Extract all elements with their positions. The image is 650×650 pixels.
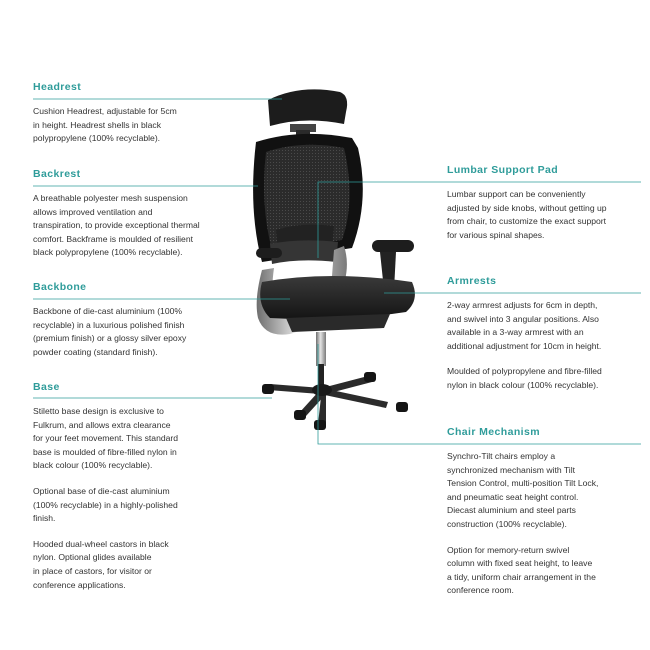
armrests-heading: Armrests bbox=[447, 275, 497, 287]
base-heading: Base bbox=[33, 381, 60, 393]
headrest-section bbox=[33, 81, 263, 146]
lumbar-heading: Lumbar Support Pad bbox=[447, 164, 559, 176]
headrest-heading: Headrest bbox=[33, 81, 82, 93]
base-section bbox=[33, 381, 263, 592]
backrest-heading: Backrest bbox=[33, 168, 81, 180]
headrest-description: Cushion Headrest, adjustable for 5cm in height. Headrest shells in black polypropylene (100% recyclable). bbox=[33, 106, 177, 144]
mechanism-heading: Chair Mechanism bbox=[447, 426, 540, 438]
mechanism-section bbox=[447, 426, 647, 598]
lumbar-section bbox=[447, 164, 647, 242]
lumbar-description: Lumbar support can be conveniently adjusted by side knobs, without getting up from chair, to customize the exact support for various spinal shapes. bbox=[447, 189, 607, 240]
backbone-description: Backbone of die-cast aluminium (100% recyclable) in a luxurious polished finish (premium finish) or a glossy silver epoxy powder coating (standard finish). bbox=[33, 306, 187, 357]
backrest-section bbox=[33, 168, 263, 260]
mechanism-description-2: Option for memory-return swivel column with fixed seat height, to leave a tidy, uniform chair arrangement in the conference room. bbox=[447, 544, 596, 596]
armrests-section bbox=[447, 275, 647, 393]
backbone-section bbox=[33, 281, 263, 359]
backbone-heading: Backbone bbox=[33, 281, 87, 293]
base-description-2: Optional base of die-cast aluminium (100% recyclable) in a highly-polished finish. bbox=[33, 485, 178, 524]
armrests-description-2: Moulded of polypropylene and fibre-filled nylon in black colour (100% recyclable). bbox=[447, 366, 602, 390]
mechanism-description-1: Synchro-Tilt chairs employ a synchronized mechanism with Tilt Tension Control, multi-position Tilt Lock, and pneumatic seat height control. Diecast aluminium and steel parts construction (100% recyclable). bbox=[447, 451, 599, 529]
backrest-description: A breathable polyester mesh suspension allows improved ventilation and transpiration, to provide exceptional thermal comfort. Backframe is moulded of resilient black polypropylene (100% recyclable). bbox=[33, 193, 200, 258]
base-description-3: Hooded dual-wheel castors in black nylon. Optional glides available in place of castors, for visitor or conference applications. bbox=[33, 538, 169, 590]
base-description-1: Stiletto base design is exclusive to Fulkrum, and allows extra clearance for your feet movement. This standard base is moulded of fibre-filled nylon in black colour (100% recyclable). bbox=[33, 406, 179, 471]
armrests-description-1: 2-way armrest adjusts for 6cm in depth, and swivel into 3 angular positions. Also available in a 3-way armrest with an additional adjustment for 10cm in height. bbox=[447, 300, 602, 351]
